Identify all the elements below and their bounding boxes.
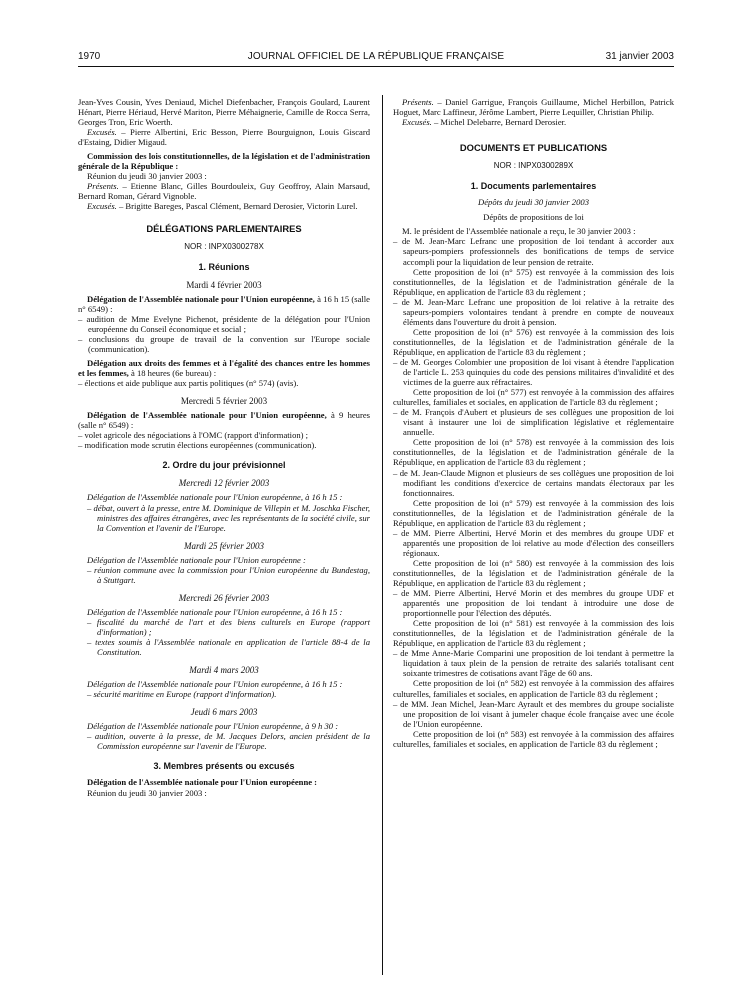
meeting-time: à 9 heures (salle n° 6549) : bbox=[78, 410, 371, 431]
meeting-time: à 16 h 15 (salle n° 6549) : bbox=[78, 293, 370, 314]
proposition-renvoi: Cette proposition de loi (n° 577) est renvoyée à la commission des affaires culturelles, familiales et sociales, en application de l'article 83 du règlement ; bbox=[393, 387, 674, 408]
meeting-date: Mardi 4 février 2003 bbox=[186, 279, 262, 290]
issue-date: 31 janvier 2003 bbox=[605, 51, 674, 62]
running-header bbox=[78, 51, 674, 65]
presents-label: Présents. bbox=[402, 97, 434, 107]
agenda-list bbox=[78, 378, 370, 388]
delegation-name: Délégation de l'Assemblée nationale pour l'Union européenne, bbox=[87, 293, 315, 304]
section-membres-title: 3. Membres présents ou excusés bbox=[153, 761, 295, 772]
commission-meeting: Réunion du jeudi 30 janvier 2003 : bbox=[87, 171, 207, 182]
journal-title: JOURNAL OFFICIEL DE LA RÉPUBLIQUE FRANÇAISE bbox=[247, 51, 505, 62]
delegations-nor: NOR : INPX0300278X bbox=[184, 241, 264, 251]
column-divider bbox=[382, 95, 383, 975]
agenda-item: – sécurité maritime en Europe (rapport d'information). bbox=[87, 689, 277, 700]
agenda-item: – conclusions du groupe de travail de la convention sur l'Europe sociale (communication). bbox=[78, 333, 370, 354]
meeting-entry bbox=[78, 410, 370, 430]
meeting-time: à 18 heures (6e bureau) : bbox=[128, 368, 217, 379]
excuses-names: – Michel Delebarre, Bernard Derosier. bbox=[431, 117, 567, 128]
presents-names: – Etienne Blanc, Gilles Bourdouleix, Guy Geoffroy, Alain Marsaud, Bernard Roman, Gérard Vignoble. bbox=[78, 181, 370, 202]
section-ordre-du-jour-title: 2. Ordre du jour prévisionnel bbox=[162, 460, 286, 471]
agenda-date: Mercredi 26 février 2003 bbox=[178, 592, 270, 603]
presents-line bbox=[393, 97, 674, 117]
propositions-list bbox=[393, 236, 674, 748]
proposition-renvoi: Cette proposition de loi (n° 575) est renvoyée à la commission des lois constitutionnelles, de la législation et de l'administration générale de la République, en application de l'article 83 du règlement ; bbox=[393, 266, 674, 297]
excuses-label: Excusés. bbox=[87, 201, 117, 212]
agenda-item: – débat, ouvert à la presse, entre M. Dominique de Villepin et M. Joschka Fischer, ministres des affaires étrangères, avec les représentants de la société civile, sur la Convention et l'avenir de l'Europe. bbox=[87, 502, 370, 533]
proposition-item: – de Mme Anne-Marie Comparini une proposition de loi tendant à permettre la liquidation à taux plein de la pension de retraite des salariés totalisant cent soixante trimestres de cotisations avant l'âge de 60 ans. bbox=[393, 648, 674, 679]
agenda-delegation: Délégation de l'Assemblée nationale pour l'Union européenne, à 16 h 15 : bbox=[87, 492, 343, 503]
depots-intro: M. le président de l'Assemblée nationale a reçu, le 30 janvier 2003 : bbox=[402, 226, 636, 237]
agenda-date: Mardi 25 février 2003 bbox=[184, 540, 264, 551]
agenda-date: Jeudi 6 mars 2003 bbox=[190, 707, 258, 718]
presents-label: Présents. bbox=[87, 181, 119, 192]
agenda-item: – audition, ouverte à la presse, de M. Jacques Delors, ancien président de la Commission européenne sur l'avenir de l'Europe. bbox=[87, 731, 370, 752]
documents-title: DOCUMENTS ET PUBLICATIONS bbox=[459, 142, 608, 154]
proposition-item: – de MM. Pierre Albertini, Hervé Morin et des membres du groupe UDF et apparentés une proposition de loi tendant à introduire une dose de proportionnelle pour l'élection des députés. bbox=[393, 588, 674, 619]
agenda-date: Mercredi 12 février 2003 bbox=[178, 478, 270, 489]
proposition-renvoi: Cette proposition de loi (n° 579) est renvoyée à la commission des lois constitutionnelles, de la législation et de l'administration générale de la République, en application de l'article 83 du règlement ; bbox=[393, 497, 674, 528]
documents-parlementaires-title: 1. Documents parlementaires bbox=[470, 181, 597, 192]
intro-names: Jean-Yves Cousin, Yves Deniaud, Michel Diefenbacher, François Goulard, Laurent Hénart, Pierre Hériaud, Hervé Mariton, Pierre Méhaignerie, Camille de Rocca Serra, Georges Tron, Eric Woerth. bbox=[78, 97, 370, 128]
header-rule bbox=[78, 66, 674, 67]
agenda-item: – élections et aide publique aux partis politiques (n° 574) (avis). bbox=[78, 378, 299, 389]
excuses-label: Excusés. bbox=[402, 117, 432, 128]
agenda-item: – réunion commune avec la commission pour l'Union européenne du Bundestag, à Stuttgart. bbox=[87, 564, 370, 585]
meeting-date: Mercredi 5 février 2003 bbox=[180, 396, 268, 407]
agenda-delegation: Délégation de l'Assemblée nationale pour l'Union européenne, à 9 h 30 : bbox=[87, 721, 339, 732]
agenda-date: Mardi 4 mars 2003 bbox=[189, 665, 259, 676]
agenda-blocks bbox=[78, 478, 370, 751]
proposition-renvoi: Cette proposition de loi (n° 582) est renvoyée à la commission des affaires culturelles, familiales et sociales, en application de l'article 83 du règlement ; bbox=[393, 678, 674, 699]
proposition-item: – de MM. Pierre Albertini, Hervé Morin et des membres du groupe UDF et apparentés une proposition de loi relative au mode d'élection des conseillers régionaux. bbox=[393, 527, 674, 558]
commission-presents bbox=[78, 181, 370, 201]
meeting-entry bbox=[78, 294, 370, 314]
left-column bbox=[78, 97, 370, 798]
proposition-renvoi: Cette proposition de loi (n° 576) est renvoyée à la commission des lois constitutionnelles, de la législation et de l'administration générale de la République, en application de l'article 83 du règlement ; bbox=[393, 326, 674, 357]
depots-subtitle: Dépôts de propositions de loi bbox=[483, 212, 584, 223]
agenda-item: – volet agricole des négociations à l'OMC (rapport d'information) ; bbox=[78, 430, 309, 441]
agenda-item: – fiscalité du marché de l'art et des biens culturels en Europe (rapport d'information) ; bbox=[87, 616, 370, 637]
agenda-list bbox=[78, 430, 370, 450]
proposition-renvoi: Cette proposition de loi (n° 583) est renvoyée à la commission des affaires culturelles, familiales et sociales, en application de l'article 83 du règlement ; bbox=[393, 728, 674, 749]
agenda-item: – textes soumis à l'Assemblée nationale en application de l'article 88-4 de la Constitution. bbox=[87, 637, 370, 658]
commission-excuses bbox=[78, 201, 370, 211]
proposition-renvoi: Cette proposition de loi (n° 578) est renvoyée à la commission des lois constitutionnelles, de la législation et de l'administration générale de la République, en application de l'article 83 du règlement ; bbox=[393, 437, 674, 468]
agenda-list bbox=[78, 314, 370, 354]
membres-delegation: Délégation de l'Assemblée nationale pour l'Union européenne : bbox=[87, 777, 318, 788]
commission-title: Commission des lois constitutionnelles, de la législation et de l'administration générale de la République : bbox=[78, 151, 370, 172]
meeting-entry bbox=[78, 358, 370, 378]
right-column bbox=[393, 97, 674, 749]
documents-nor: NOR : INPX0300289X bbox=[493, 161, 574, 171]
membres-meeting: Réunion du jeudi 30 janvier 2003 : bbox=[87, 787, 207, 798]
section-reunions-title: 1. Réunions bbox=[198, 261, 250, 272]
proposition-renvoi: Cette proposition de loi (n° 580) est renvoyée à la commission des lois constitutionnelles, de la législation et de l'administration générale de la République, en application de l'article 83 du règlement ; bbox=[393, 557, 674, 589]
agenda-delegation: Délégation de l'Assemblée nationale pour l'Union européenne, à 16 h 15 : bbox=[87, 606, 343, 617]
excuses-names: – Pierre Albertini, Eric Besson, Pierre Bourguignon, Louis Giscard d'Estaing, Didier Migaud. bbox=[78, 127, 370, 148]
depots-date: Dépôts du jeudi 30 janvier 2003 bbox=[478, 197, 589, 208]
agenda-delegation: Délégation de l'Assemblée nationale pour l'Union européenne : bbox=[87, 554, 306, 565]
proposition-item: – de M. Jean-Claude Mignon et plusieurs de ses collègues une proposition de loi modifiant les conditions d'exercice de certains mandats électoraux par les fonctionnaires. bbox=[393, 467, 674, 498]
excuses-names: – Brigitte Bareges, Pascal Clément, Bernard Derosier, Victorin Lurel. bbox=[116, 201, 358, 212]
proposition-item: – de M. François d'Aubert et plusieurs de ses collègues une proposition de loi visant à instaurer une loi de simplification législative et réglementaire annuelle. bbox=[393, 407, 674, 438]
delegation-name: Délégation aux droits des femmes et à l'égalité des chances entre les hommes et les femmes, bbox=[78, 357, 370, 379]
agenda-item: – modification mode scrutin élections européennes (communication). bbox=[78, 440, 317, 451]
proposition-renvoi: Cette proposition de loi (n° 581) est renvoyée à la commission des lois constitutionnelles, de la législation et de l'administration générale de la République, en application de l'article 83 du règlement ; bbox=[393, 618, 674, 649]
agenda-delegation: Délégation de l'Assemblée nationale pour l'Union européenne, à 16 h 15 : bbox=[87, 679, 343, 690]
intro-excuses bbox=[78, 127, 370, 147]
proposition-item: – de MM. Jean Michel, Jean-Marc Ayrault et des membres du groupe socialiste une proposition de loi visant à jumeler chaque école française avec une école de l'Union européenne. bbox=[393, 698, 674, 729]
delegation-name: Délégation de l'Assemblée nationale pour l'Union européenne, bbox=[87, 410, 327, 421]
page-number: 1970 bbox=[78, 51, 101, 62]
excuses-label: Excusés. bbox=[87, 127, 117, 138]
proposition-item: – de M. Georges Colombier une proposition de loi visant à étendre l'application de l'article L. 253 quinquies du code des pensions militaires d'invalidité et des victimes de la guerre aux réfractaires. bbox=[393, 356, 674, 388]
delegations-title: DÉLÉGATIONS PARLEMENTAIRES bbox=[146, 222, 302, 234]
excuses-line bbox=[393, 117, 674, 127]
proposition-item: – de M. Jean-Marc Lefranc une proposition de loi relative à la retraite des sapeurs-pompiers volontaires tendant à prendre en compte de nouveaux éléments dans l'ouverture du droit à pension. bbox=[393, 296, 674, 327]
presents-names: – Daniel Garrigue, François Guillaume, Michel Herbillon, Patrick Hoguet, Marc Laffineur, Jérôme Lambert, Pierre Lequiller, Christian Philip. bbox=[393, 97, 674, 118]
agenda-item: – audition de Mme Evelyne Pichenot, présidente de la délégation pour l'Union européenne du Conseil économique et social ; bbox=[78, 313, 370, 334]
proposition-item: – de M. Jean-Marc Lefranc une proposition de loi tendant à accorder aux sapeurs-pompiers professionnels des bonifications de temps de service accompli pour la liquidation de leur pension de retraite. bbox=[393, 236, 674, 267]
